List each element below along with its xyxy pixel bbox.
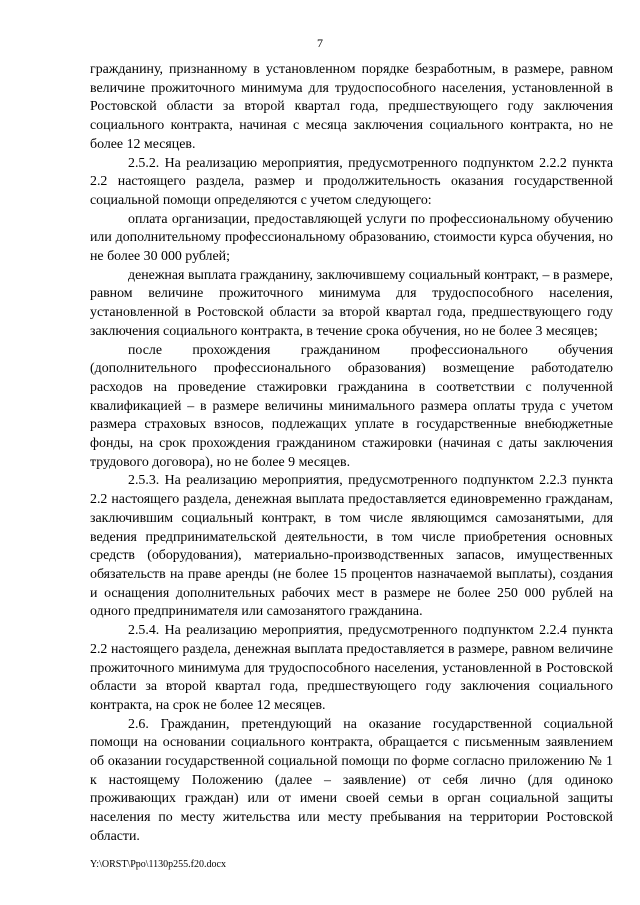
document-body	[90, 61, 613, 847]
paragraph: денежная выплата гражданину, заключившему социальный контракт, – в размере, равном величине прожиточного минимума для трудоспособного населения, установленной в Ростовской области за второй квартал года, предшествующего году заключения социального контракта, в течение срока обучения, но не более 3 месяцев;	[90, 267, 613, 339]
paragraph: 2.5.2. На реализацию мероприятия, предусмотренного подпунктом 2.2.2 пункта 2.2 настоящего раздела, размер и продолжительность оказания государственной социальной помощи определяются с учетом следующего:	[90, 155, 613, 208]
paragraph: гражданину, признанному в установленном порядке безработным, в размере, равном величине прожиточного минимума для трудоспособного населения, установленной в Ростовской области за второй квартал года, предшествующего году заключения социального контракта, начиная с месяца заключения социального контракта, но не более 12 месяцев.	[90, 62, 613, 152]
paragraph: после прохождения гражданином профессионального обучения (дополнительного профессионального образования) возмещение работодателю расходов на проведение стажировки гражданина в соответствии с полученной квалификацией – в размере величины минимального размера оплаты труда с учетом размера страховых взносов, подлежащих уплате в государственные внебюджетные фонды, на срок прохождения гражданином стажировки (начиная с даты заключения трудового договора), но не более 9 месяцев.	[90, 342, 613, 470]
paragraph: 2.6. Гражданин, претендующий на оказание государственной социальной помощи на основании социального контракта, обращается с письменным заявлением об оказании государственной социальной помощи по форме согласно приложению № 1 к настоящему Положению (далее – заявление) от себя лично (для одиноко проживающих граждан) или от имени своей семьи в орган социальной защиты населения по месту жительства или месту пребывания на территории Ростовской области.	[90, 716, 613, 844]
page-number: 7	[317, 36, 323, 50]
file-path-footer: Y:\ORST\Ppo\1130p255.f20.docx	[90, 859, 226, 870]
paragraph: оплата организации, предоставляющей услуги по профессиональному обучению или дополнительному профессиональному образованию, стоимости курса обучения, но не более 30 000 рублей;	[90, 211, 613, 265]
paragraph: 2.5.3. На реализацию мероприятия, предусмотренного подпунктом 2.2.3 пункта 2.2 настоящего раздела, денежная выплата предоставляется единовременно гражданам, заключившим социальный контракт, в том числе являющимся самозанятыми, для ведения предпринимательской деятельности, в том числе приобретения основных средств (оборудования), материально-производственных запасов, имущественных обязательств на праве аренды (не более 15 процентов назначаемой выплаты), создания и оснащения дополнительных рабочих мест в размере не более 250 000 рублей на одного предпринимателя или самозанятого гражданина.	[90, 473, 613, 620]
paragraph: 2.5.4. На реализацию мероприятия, предусмотренного подпунктом 2.2.4 пункта 2.2 настоящего раздела, денежная выплата предоставляется в размере, равном величине прожиточного минимума для трудоспособного населения, установленной в Ростовской области за второй квартал года, предшествующего году заключения социального контракта, на срок не более 12 месяцев.	[90, 623, 613, 713]
